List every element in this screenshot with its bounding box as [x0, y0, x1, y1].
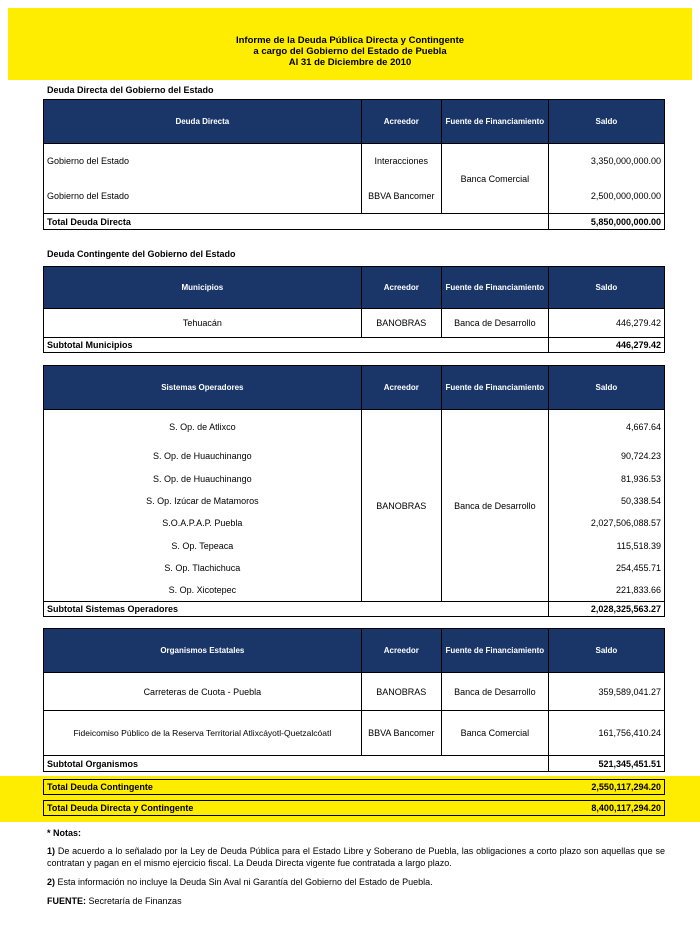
- note-2: [47, 876, 665, 888]
- row-saldo: 4,667.64: [625, 422, 661, 432]
- row-name: Gobierno del Estado: [44, 144, 362, 179]
- notes-title: * Notas:: [47, 828, 82, 838]
- row-acreedor: BANOBRAS: [361, 309, 441, 338]
- row-name: Fideicomiso Público de la Reserva Territorial Atlixcáyotl-Quetzalcóatl: [44, 711, 362, 756]
- row-saldo: 50,338.54: [620, 496, 661, 506]
- row-saldo: 254,455.71: [615, 563, 661, 573]
- row-name: S. Op. Tepeaca: [171, 541, 234, 551]
- table-sistemas-operadores: [43, 365, 665, 617]
- row-saldo: 221,833.66: [615, 585, 661, 595]
- row-acreedor: BBVA Bancomer: [361, 179, 441, 214]
- total-row: [44, 756, 665, 772]
- section-title-directa: Deuda Directa del Gobierno del Estado: [47, 85, 214, 95]
- note-2-number: 2): [47, 877, 56, 887]
- total-label: Total Deuda Directa: [44, 214, 549, 230]
- total-row: [44, 602, 665, 617]
- table-row: [44, 144, 665, 179]
- row-name: S. Op. Izúcar de Matamoros: [146, 496, 259, 506]
- row-saldo: 446,279.42: [548, 309, 664, 338]
- table-row: [44, 673, 665, 711]
- table-organismos-estatales: [43, 628, 665, 772]
- col-header-saldo: Saldo: [548, 629, 664, 673]
- row-saldo: 3,350,000,000.00: [548, 144, 664, 179]
- row-saldo: 81,936.53: [620, 474, 661, 484]
- row-fuente: Banca de Desarrollo: [441, 309, 548, 338]
- total-value: 5,850,000,000.00: [548, 214, 664, 230]
- total-contingente-label: Total Deuda Contingente: [44, 780, 549, 795]
- total-label: Subtotal Municipios: [44, 338, 549, 353]
- table-municipios: [43, 266, 665, 353]
- row-saldo: 2,500,000,000.00: [548, 179, 664, 214]
- row-saldo: 161,756,410.24: [548, 711, 664, 756]
- note-1: [47, 845, 665, 869]
- source-label: FUENTE:: [47, 896, 86, 906]
- row-saldo: 115,518.39: [616, 541, 661, 551]
- sistemas-acreedor: BANOBRAS: [361, 410, 441, 602]
- col-header-fuente: Fuente de Financiamiento: [441, 100, 548, 144]
- col-header-saldo: Saldo: [548, 100, 664, 144]
- source-text: Secretaría de Finanzas: [88, 896, 182, 906]
- table-row: [44, 179, 665, 214]
- row-fuente: Banca Comercial: [441, 144, 548, 214]
- col-header-deuda-directa: Deuda Directa: [44, 100, 362, 144]
- col-header-fuente: Fuente de Financiamiento: [441, 629, 548, 673]
- col-header-acreedor: Acreedor: [361, 267, 441, 309]
- table-row: [44, 711, 665, 756]
- total-label: Subtotal Sistemas Operadores: [44, 602, 549, 617]
- total-row: [44, 338, 665, 353]
- row-name: S. Op. de Huauchinango: [153, 451, 252, 461]
- row-saldo: 2,027,506,088.57: [590, 518, 661, 528]
- col-header-saldo: Saldo: [548, 267, 664, 309]
- section-title-contingente: Deuda Contingente del Gobierno del Estado: [47, 249, 236, 259]
- row-saldo: 359,589,041.27: [548, 673, 664, 711]
- source-line: [47, 895, 665, 907]
- col-header-municipios: Municipios: [44, 267, 362, 309]
- row-name: Gobierno del Estado: [44, 179, 362, 214]
- col-header-acreedor: Acreedor: [361, 100, 441, 144]
- sistemas-body: [44, 410, 665, 602]
- report-title-line3: Al 31 de Diciembre de 2010: [288, 57, 412, 68]
- total-label: Subtotal Organismos: [44, 756, 549, 772]
- row-name: S.O.A.P.A.P. Puebla: [162, 518, 243, 528]
- sistemas-names-cell: [44, 410, 362, 602]
- total-value: 446,279.42: [548, 338, 664, 353]
- total-row: [44, 214, 665, 230]
- col-header-fuente: Fuente de Financiamiento: [441, 366, 548, 410]
- col-header-fuente: Fuente de Financiamiento: [441, 267, 548, 309]
- report-title-line2: a cargo del Gobierno del Estado de Puebla: [253, 46, 447, 57]
- row-fuente: Banca de Desarrollo: [441, 673, 548, 711]
- row-saldo: 90,724.23: [620, 451, 661, 461]
- total-general-box: [43, 800, 665, 816]
- col-header-organismos: Organismos Estatales: [44, 629, 362, 673]
- sistemas-saldo-cell: [548, 410, 664, 602]
- row-acreedor: BBVA Bancomer: [361, 711, 441, 756]
- row-fuente: Banca Comercial: [441, 711, 548, 756]
- report-header-banner: [8, 8, 692, 80]
- row-acreedor: BANOBRAS: [361, 673, 441, 711]
- col-header-saldo: Saldo: [548, 366, 664, 410]
- row-name: S. Op. de Huauchinango: [153, 474, 252, 484]
- total-contingente-value: 2,550,117,294.20: [548, 780, 664, 795]
- row-name: S. Op. Xicotepec: [168, 585, 237, 595]
- total-value: 521,345,451.51: [548, 756, 664, 772]
- total-general-value: 8,400,117,294.20: [548, 801, 664, 816]
- table-deuda-directa: [43, 99, 665, 230]
- col-header-sistemas: Sistemas Operadores: [44, 366, 362, 410]
- sistemas-fuente: Banca de Desarrollo: [441, 410, 548, 602]
- note-1-text: De acuerdo a lo señalado por la Ley de Deuda Pública para el Estado Libre y Soberano de Puebla, las obligaciones a corto plazo son aquellas que se contratan y pagan en el mismo ejercicio fiscal. La Deuda Directa vigente fue contratada a largo plazo.: [47, 846, 665, 868]
- total-contingente-box: [43, 779, 665, 795]
- col-header-acreedor: Acreedor: [361, 629, 441, 673]
- notes-section: [47, 827, 665, 907]
- table-row: [44, 309, 665, 338]
- row-name: Tehuacán: [44, 309, 362, 338]
- total-value: 2,028,325,563.27: [548, 602, 664, 617]
- total-general-label: Total Deuda Directa y Contingente: [44, 801, 549, 816]
- report-title-line1: Informe de la Deuda Pública Directa y Contingente: [235, 35, 465, 46]
- note-2-text: Esta información no incluye la Deuda Sin Aval ni Garantía del Gobierno del Estado de Puebla.: [57, 877, 433, 887]
- row-name: S. Op. de Atlixco: [169, 422, 236, 432]
- row-name: Carreteras de Cuota - Puebla: [44, 673, 362, 711]
- row-acreedor: Interacciones: [361, 144, 441, 179]
- col-header-acreedor: Acreedor: [361, 366, 441, 410]
- note-1-number: 1): [47, 846, 56, 856]
- row-name: S. Op. Tlachichuca: [164, 563, 241, 573]
